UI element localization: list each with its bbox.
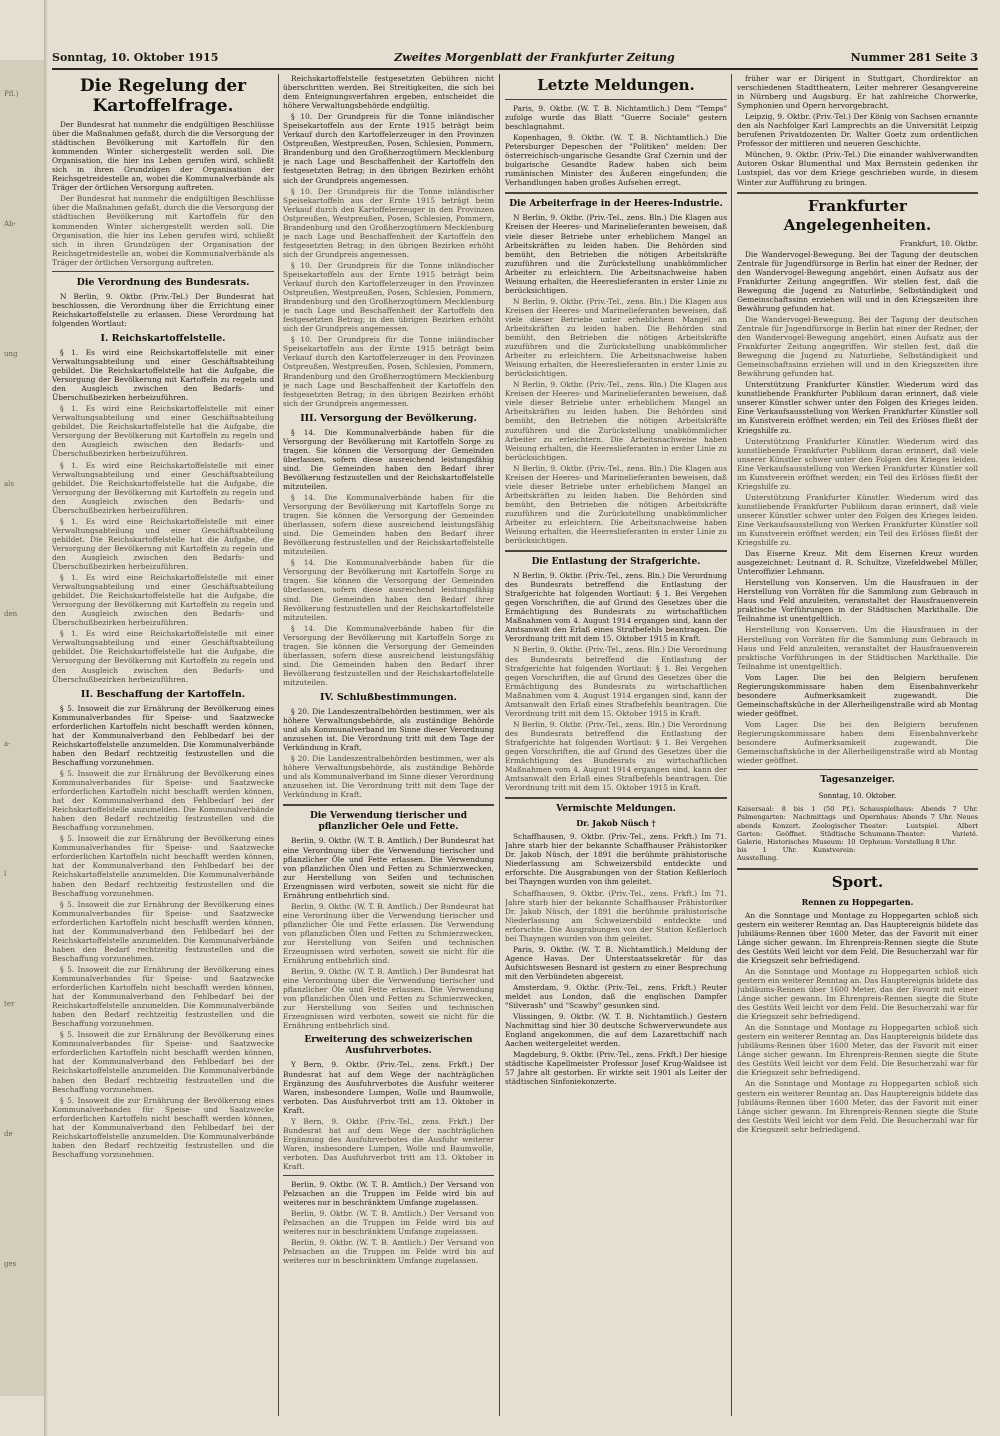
article-text: An die Sonntage und Montage zu Hoppegarten schloß sich gestern ein weiterer Renntag an. Das Hauptereignis bildete das Jubiläums-Rennen über 1600 Meter, das der Favorit mit einer Länge sicher gewann. Im Ehrenpreis-Rennen siegte die Stute des Gestüts Weil leicht vor dem Feld. Die Besucherzahl war für die Kriegszeit sehr befriedigend.	[737, 910, 978, 965]
article-text: § 5. Insoweit die zur Ernährung der Bevölkerung eines Kommunalverbandes für Speise- und Saatzwecke erforderlichen Kartoffeln nicht beschafft werden können, hat der Kommunalverband den Fehlbedarf bei der Reichskartoffelstelle anzumelden. Die Kommunalverbände haben den Bedarf rechtzeitig festzustellen und die Beschaffung vorzunehmen.	[52, 834, 274, 898]
section-subheading: Sonntag, 10. Oktober.	[818, 792, 897, 801]
article-title: Die Regelung der Kartoffelfrage.	[79, 76, 247, 116]
article-text: § 10. Der Grundpreis für die Tonne inländischer Speisekartoffeln aus der Ernte 1915 beträgt beim Verkauf durch den Kartoffelerzeuger in den Provinzen Ostpreußen, Westpreußen, Posen, Schlesien, Pommern, Brandenburg und den Großherzogtümern Mecklenburg je nach Lage und Beschaffenheit der Kartoffeln den festgesetzten Betrag; in den übrigen Bezirken erhöht sich der Grundpreis angemessen.	[283, 112, 494, 185]
divider	[283, 1175, 494, 1176]
section-heading: Tagesanzeiger.	[820, 775, 895, 786]
divider	[505, 192, 727, 194]
news-item: Schaffhausen, 9. Oktbr. (Priv.-Tel., zens. Frkft.) Im 71. Jahre starb hier der bekannte Schaffhauser Prähistoriker Dr. Jakob Nüsch, der 1891 die berühmte prähistorische Niederlassung am Schweizersbild entdeckte und erforschte. Die Ausgrabungen von der Station Keßlerloch bei Thayngen wurden von ihm geleitet.	[505, 888, 727, 943]
listings-left: Kaisersaal: 8 bis 1 (50 Pf.). Palmengarten: Nachmittags und abends Konzert. Zoologischer Garten: Geöffnet. Städtische Galerie, Historisches Museum: 10 bis 1 Uhr. Kunstverein: Ausstellung.	[737, 805, 856, 863]
article-title: Frankfurter Angelegenheiten.	[783, 196, 932, 234]
section-heading: Dr. Jakob Nüsch †	[576, 818, 656, 829]
article-text: § 14. Die Kommunalverbände haben für die Versorgung der Bevölkerung mit Kartoffeln Sorge zu tragen. Sie können die Versorgung der Gemeinden überlassen, sofern diese ausreichend leistungsfähig sind. Die Gemeinden haben den Bedarf ihrer Bevölkerung festzustellen und der Reichskartoffelstelle mitzuteilen.	[283, 623, 494, 687]
article-text: N Berlin, 9. Oktbr. (Priv.-Tel., zens. Bln.) Die Klagen aus Kreisen der Heeres- und Marinelieferanten beweisen, daß viele dieser Betriebe unter erheblichem Mangel an Arbeitskräften zu leiden haben. Die Behörden sind bemüht, den Betrieben die nötigen Arbeitskräfte zuzuführen und die Zurückstellung unabkömmlicher Arbeiter zu erleichtern. Die Arbeitsnachweise haben Weisung erhalten, die Heereslieferanten in erster Linie zu berücksichtigen.	[505, 463, 727, 546]
article-text: § 5. Insoweit die zur Ernährung der Bevölkerung eines Kommunalverbandes für Speise- und Saatzwecke erforderlichen Kartoffeln nicht beschafft werden können, hat der Kommunalverband den Fehlbedarf bei der Reichskartoffelstelle anzumelden. Die Kommunalverbände haben den Bedarf rechtzeitig festzustellen und die Beschaffung vorzunehmen.	[52, 899, 274, 963]
article-text: § 10. Der Grundpreis für die Tonne inländischer Speisekartoffeln aus der Ernte 1915 beträgt beim Verkauf durch den Kartoffelerzeuger in den Provinzen Ostpreußen, Westpreußen, Posen, Schlesien, Pommern, Brandenburg und den Großherzogtümern Mecklenburg je nach Lage und Beschaffenheit der Kartoffeln den festgesetzten Betrag; in den übrigen Bezirken erhöht sich der Grundpreis angemessen.	[283, 260, 494, 334]
article-title: Die Verwendung tierischer und pflanzlicher Oele und Fette.	[309, 811, 468, 833]
article-text: § 1. Es wird eine Reichskartoffelstelle mit einer Verwaltungsabteilung und einer Geschäftsabteilung gebildet. Die Reichskartoffelstelle hat die Aufgabe, die Versorgung der Bevölkerung mit Kartoffeln zu regeln und den Ausgleich zwischen den Bedarfs- und Überschußbezirken herbeizuführen.	[52, 573, 274, 628]
article-text: § 1. Es wird eine Reichskartoffelstelle mit einer Verwaltungsabteilung und einer Geschäftsabteilung gebildet. Die Reichskartoffelstelle hat die Aufgabe, die Versorgung der Bevölkerung mit Kartoffeln zu regeln und den Ausgleich zwischen den Bedarfs- und Überschußbezirken herbeizuführen.	[52, 516, 274, 572]
article-text: § 1. Es wird eine Reichskartoffelstelle mit einer Verwaltungsabteilung und einer Geschäftsabteilung gebildet. Die Reichskartoffelstelle hat die Aufgabe, die Versorgung der Bevölkerung mit Kartoffeln zu regeln und den Ausgleich zwischen den Bedarfs- und Überschußbezirken herbeizuführen.	[52, 347, 274, 403]
article-text: Die Wandervogel-Bewegung. Bei der Tagung der deutschen Zentrale für Jugendfürsorge in Berlin hat einer der Redner, der den Wandervogel-Bewegung angehört, einen Aufsatz aus der Frankfurter Zeitung angegriffen. Wir stellen fest, daß die Bewegung die Jugend zu Naturliebe, Selbständigkeit und Gemeinschaftssinn erziehen will und in den Kriegszeiten ihre Bewährung gefunden hat.	[737, 314, 978, 379]
listings-right: Schauspielhaus: Abends 7 Uhr. Opernhaus: Abends 7 Uhr. Neues Theater: Lustspiel. Albert Schumann-Theater: Varieté. Orpheum: Vorstellung 8 Uhr.	[859, 805, 978, 846]
divider	[737, 192, 978, 194]
divider	[737, 868, 978, 870]
article-text: Y Bern, 9. Oktbr. (Priv.-Tel., zens. Frkft.) Der Bundesrat hat auf dem Wege der nachträglichen Ergänzung des Ausfuhrverbotes die Ausfuhr weiterer Waren, insbesondere Lumpen, Wolle und Baumwolle, verboten. Das Ausfuhrverbot tritt am 13. Oktober in Kraft.	[283, 1116, 494, 1171]
article-title: Die Entlastung der Strafgerichte.	[531, 557, 701, 568]
article-text: Berlin, 9. Oktbr. (W. T. B. Amtlich.) Der Versand von Pelzsachen an die Truppen im Felde wird bis auf weiteres nur in beschränktem Umfange zugelassen.	[283, 1238, 494, 1266]
column-1	[52, 74, 274, 1416]
article-text: § 14. Die Kommunalverbände haben für die Versorgung der Bevölkerung mit Kartoffeln Sorge zu tragen. Sie können die Versorgung der Gemeinden überlassen, sofern diese ausreichend leistungsfähig sind. Die Gemeinden haben den Bedarf ihrer Bevölkerung festzustellen und der Reichskartoffelstelle mitzuteilen.	[283, 493, 494, 557]
article-text: Herstellung von Konserven. Um die Hausfrauen in der Herstellung von Vorräten für die Sammlung zum Gebrauch in Haus und Feld anzuleiten, veranstaltet der Hausfrauenverein praktische Vorführungen in der Städtischen Markthalle. Die Teilnahme ist unentgeltlich.	[737, 578, 978, 624]
edge-fragment: Pfl.)	[4, 90, 19, 98]
section-heading: III. Versorgung der Bevölkerung.	[300, 412, 477, 424]
column-rule	[278, 74, 279, 1416]
news-item: Paris, 9. Oktbr. (W. T. B. Nichtamtlich.) Meldung der Agence Havas. Der Unterstaatssekretär für das Aufsichtswesen Besnard ist gestern zu einer Besprechung mit den Verbündeten abgereist.	[505, 944, 727, 981]
article-text: Herstellung von Konserven. Um die Hausfrauen in der Herstellung von Vorräten für die Sammlung zum Gebrauch in Haus und Feld anzuleiten, veranstaltet der Hausfrauenverein praktische Vorführungen in der Städtischen Markthalle. Die Teilnahme ist unentgeltlich.	[737, 625, 978, 671]
article-text: § 20. Die Landeszentralbehörden bestimmen, wer als höhere Verwaltungsbehörde, als zuständige Behörde und als Kommunalverband im Sinne dieser Verordnung anzusehen ist. Die Verordnung tritt mit dem Tage der Verkündung in Kraft.	[283, 754, 494, 800]
section-heading: Die Verordnung des Bundesrats.	[76, 276, 250, 288]
edge-fragment: ter	[4, 1000, 15, 1008]
page-fold	[44, 0, 48, 1436]
column-4	[737, 74, 978, 1416]
article-text: § 1. Es wird eine Reichskartoffelstelle mit einer Verwaltungsabteilung und einer Geschäftsabteilung gebildet. Die Reichskartoffelstelle hat die Aufgabe, die Versorgung der Bevölkerung mit Kartoffeln zu regeln und den Ausgleich zwischen den Bedarfs- und Überschußbezirken herbeizuführen.	[52, 629, 274, 684]
article-text: Die Wandervogel-Bewegung. Bei der Tagung der deutschen Zentrale für Jugendfürsorge in Berlin hat einer der Redner, der den Wandervogel-Bewegung angehört, einen Aufsatz aus der Frankfurter Zeitung angegriffen. Wir stellen fest, daß die Bewegung die Jugend zu Naturliebe, Selbständigkeit und Gemeinschaftssinn erziehen will und in den Kriegszeiten ihre Bewährung gefunden hat.	[737, 249, 978, 313]
article-title: Sport.	[831, 872, 884, 891]
issue-number: Nummer 281 Seite 3	[850, 50, 978, 64]
edge-fragment: als	[4, 480, 15, 488]
article-title: Letzte Meldungen.	[537, 76, 695, 94]
article-text: § 5. Insoweit die zur Ernährung der Bevölkerung eines Kommunalverbandes für Speise- und Saatzwecke erforderlichen Kartoffeln nicht beschafft werden können, hat der Kommunalverband den Fehlbedarf bei der Reichskartoffelstelle anzumelden. Die Kommunalverbände haben den Bedarf rechtzeitig festzustellen und die Beschaffung vorzunehmen.	[52, 768, 274, 833]
news-item: Paris, 9. Oktbr. (W. T. B. Nichtamtlich.) Dem "Temps" zufolge wurde das Blatt "Guerre Sociale" gestern beschlagnahmt.	[505, 104, 727, 132]
article-text: Das Eiserne Kreuz. Mit dem Eisernen Kreuz wurden ausgezeichnet: Leutnant d. R. Schultze, Vizefeldwebel Müller, Unteroffizier Lehmann.	[737, 549, 978, 577]
edge-fragment: ges	[4, 1260, 17, 1268]
article-text: § 20. Die Landeszentralbehörden bestimmen, wer als höhere Verwaltungsbehörde, als zuständige Behörde und als Kommunalverband im Sinne dieser Verordnung anzusehen ist. Die Verordnung tritt mit dem Tage der Verkündung in Kraft.	[283, 707, 494, 753]
divider	[505, 99, 727, 100]
article-text: § 10. Der Grundpreis für die Tonne inländischer Speisekartoffeln aus der Ernte 1915 beträgt beim Verkauf durch den Kartoffelerzeuger in den Provinzen Ostpreußen, Westpreußen, Posen, Schlesien, Pommern, Brandenburg und den Großherzogtümern Mecklenburg je nach Lage und Beschaffenheit der Kartoffeln den festgesetzten Betrag; in den übrigen Bezirken erhöht sich der Grundpreis angemessen.	[283, 186, 494, 259]
article-text: § 14. Die Kommunalverbände haben für die Versorgung der Bevölkerung mit Kartoffeln Sorge zu tragen. Sie können die Versorgung der Gemeinden überlassen, sofern diese ausreichend leistungsfähig sind. Die Gemeinden haben den Bedarf ihrer Bevölkerung festzustellen und der Reichskartoffelstelle mitzuteilen.	[283, 558, 494, 622]
masthead	[52, 46, 978, 70]
article-title: Erweiterung des schweizerischen Ausfuhrverbotes.	[304, 1035, 473, 1057]
news-item: Amsterdam, 9. Oktbr. (Priv.-Tel., zens. Frkft.) Reuter meldet aus London, daß die englischen Dampfer "Silverash" und "Scawby" gesunken sind.	[505, 982, 727, 1011]
article-text: Reichskartoffelstelle festgesetzten Gebühren nicht überschritten werden. Bei Streitigkeiten, die sich bei dem Enteignungsverfahren ergeben, entscheidet die höhere Verwaltungsbehörde endgültig.	[283, 74, 494, 111]
section-heading: I. Reichskartoffelstelle.	[100, 332, 226, 344]
article-text: § 14. Die Kommunalverbände haben für die Versorgung der Bevölkerung mit Kartoffeln Sorge zu tragen. Sie können die Versorgung der Gemeinden überlassen, sofern diese ausreichend leistungsfähig sind. Die Gemeinden haben den Bedarf ihrer Bevölkerung festzustellen und der Reichskartoffelstelle mitzuteilen.	[283, 427, 494, 491]
divider	[505, 550, 727, 552]
article-text: Vom Lager. Die bei den Belgiern berufenen Regierungskommissare haben dem Eisenbahnverkehr besondere Aufmerksamkeit zugewandt. Die Gemeinschaftsküche in der Allerheiligenstraße wird ab Montag wieder geöffnet.	[737, 719, 978, 766]
article-text: Berlin, 9. Oktbr. (W. T. B. Amtlich.) Der Bundesrat hat eine Verordnung über die Verwendung tierischer und pflanzlicher Öle und Fette erlassen. Die Verwendung von pflanzlichen Ölen und Fetten zu Schmierzwecken, zur Herstellung von Seifen und technischen Erzeugnissen wird verboten, soweit sie nicht für die Ernährung entbehrlich sind.	[283, 967, 494, 1031]
article-text: N Berlin, 9. Oktbr. (Priv.-Tel., zens. Bln.) Die Klagen aus Kreisen der Heeres- und Marinelieferanten beweisen, daß viele dieser Betriebe unter erheblichem Mangel an Arbeitskräften zu leiden haben. Die Behörden sind bemüht, den Betrieben die nötigen Arbeitskräfte zuzuführen und die Zurückstellung unabkömmlicher Arbeiter zu erleichtern. Die Arbeitsnachweise haben Weisung erhalten, die Heereslieferanten in erster Linie zu berücksichtigen.	[505, 296, 727, 379]
article-text: N Berlin, 9. Oktbr. (Priv.-Tel., zens. Bln.) Die Klagen aus Kreisen der Heeres- und Marinelieferanten beweisen, daß viele dieser Betriebe unter erheblichem Mangel an Arbeitskräften zu leiden haben. Die Behörden sind bemüht, den Betrieben die nötigen Arbeitskräfte zuzuführen und die Zurückstellung unabkömmlicher Arbeiter zu erleichtern. Die Arbeitsnachweise haben Weisung erhalten, die Heereslieferanten in erster Linie zu berücksichtigen.	[505, 213, 727, 295]
news-item: Schaffhausen, 9. Oktbr. (Priv.-Tel., zens. Frkft.) Im 71. Jahre starb hier der bekannte Schaffhauser Prähistoriker Dr. Jakob Nüsch, der 1891 die berühmte prähistorische Niederlassung am Schweizersbild entdeckte und erforschte. Die Ausgrabungen von der Station Keßlerloch bei Thayngen wurden von ihm geleitet.	[505, 832, 727, 887]
article-text: § 5. Insoweit die zur Ernährung der Bevölkerung eines Kommunalverbandes für Speise- und Saatzwecke erforderlichen Kartoffeln nicht beschafft werden können, hat der Kommunalverband den Fehlbedarf bei der Reichskartoffelstelle anzumelden. Die Kommunalverbände haben den Bedarf rechtzeitig festzustellen und die Beschaffung vorzunehmen.	[52, 1095, 274, 1159]
edge-fragment: de	[4, 1130, 13, 1138]
article-text: Y Bern, 9. Oktbr. (Priv.-Tel., zens. Frkft.) Der Bundesrat hat auf dem Wege der nachträglichen Ergänzung des Ausfuhrverbotes die Ausfuhr weiterer Waren, insbesondere Lumpen, Wolle und Baumwolle, verboten. Das Ausfuhrverbot tritt am 13. Oktober in Kraft.	[283, 1060, 494, 1115]
article-text: Vom Lager. Die bei den Belgiern berufenen Regierungskommissare haben dem Eisenbahnverkehr besondere Aufmerksamkeit zugewandt. Die Gemeinschaftsküche in der Allerheiligenstraße wird ab Montag wieder geöffnet.	[737, 672, 978, 718]
news-item: Magdeburg, 9. Oktbr. (Priv.-Tel., zens. Frkft.) Der hiesige städtische Kapellmeister Professor Josef Krug-Waldsee ist 57 Jahre alt gestorben. Er wirkte seit 1901 als Leiter der städtischen Sinfoniekonzerte.	[505, 1050, 727, 1087]
article-text: Unterstützung Frankfurter Künstler. Wiederum wird das kunstliebende Frankfurter Publikum daran erinnert, daß viele unserer Künstler schwer unter den Folgen des Krieges leiden. Eine Verkaufsausstellung von Werken Frankfurter Künstler soll im Kunstverein eröffnet werden; ein Teil des Erlöses fließt der Kriegshilfe zu.	[737, 436, 978, 491]
article-text: Der Bundesrat hat nunmehr die endgültigen Beschlüsse über die Maßnahmen gefaßt, durch die die Versorgung der städtischen Bevölkerung mit Kartoffeln für den kommenden Winter sichergestellt werden soll. Die Organisation, die hier ins Leben gerufen wird, schließt sich in ihren Grundzügen der Organisation der Reichsgetreidestelle an, wobei die Kommunalverbände als Träger der örtlichen Versorgung auftreten.	[52, 194, 274, 267]
divider	[505, 797, 727, 799]
article-text: Unterstützung Frankfurter Künstler. Wiederum wird das kunstliebende Frankfurter Publikum daran erinnert, daß viele unserer Künstler schwer unter den Folgen des Krieges leiden. Eine Verkaufsausstellung von Werken Frankfurter Künstler soll im Kunstverein eröffnet werden; ein Teil des Erlöses fließt der Kriegshilfe zu.	[737, 380, 978, 435]
article-text: An die Sonntage und Montage zu Hoppegarten schloß sich gestern ein weiterer Renntag an. Das Hauptereignis bildete das Jubiläums-Rennen über 1600 Meter, das der Favorit mit einer Länge sicher gewann. Im Ehrenpreis-Rennen siegte die Stute des Gestüts Weil leicht vor dem Feld. Die Besucherzahl war für die Kriegszeit sehr befriedigend.	[737, 1023, 978, 1078]
article-text: Berlin, 9. Oktbr. (W. T. B. Amtlich.) Der Bundesrat hat eine Verordnung über die Verwendung tierischer und pflanzlicher Öle und Fette erlassen. Die Verwendung von pflanzlichen Ölen und Fetten zu Schmierzwecken, zur Herstellung von Seifen und technischen Erzeugnissen wird verboten, soweit sie nicht für die Ernährung entbehrlich sind.	[283, 836, 494, 900]
article-text: § 5. Insoweit die zur Ernährung der Bevölkerung eines Kommunalverbandes für Speise- und Saatzwecke erforderlichen Kartoffeln nicht beschafft werden können, hat der Kommunalverband den Fehlbedarf bei der Reichskartoffelstelle anzumelden. Die Kommunalverbände haben den Bedarf rechtzeitig festzustellen und die Beschaffung vorzunehmen.	[52, 1030, 274, 1094]
edge-fragment: den	[4, 610, 18, 618]
article-text: § 1. Es wird eine Reichskartoffelstelle mit einer Verwaltungsabteilung und einer Geschäftsabteilung gebildet. Die Reichskartoffelstelle hat die Aufgabe, die Versorgung der Bevölkerung mit Kartoffeln zu regeln und den Ausgleich zwischen den Bedarfs- und Überschußbezirken herbeizuführen.	[52, 404, 274, 459]
edge-fragment: Ab-	[4, 220, 16, 228]
article-title: Die Arbeiterfrage in der Heeres-Industrie.	[509, 199, 723, 210]
adjacent-page-edge	[0, 60, 47, 1396]
article-text: N Berlin, 9. Oktbr. (Priv.-Tel.) Der Bundesrat hat beschlossen, die Verordnung über die Errichtung einer Reichskartoffelstelle zu erlassen. Diese Verordnung hat folgenden Wortlaut:	[52, 291, 274, 328]
news-item: München, 9. Oktbr. (Priv.-Tel.) Die einander wahlverwandten Autoren Oskar Blumenthal und Max Bernstein gedenken ihr Lustspiel, das vor dem Kriege geschrieben wurde, in diesem Winter zur Aufführung zu bringen.	[737, 150, 978, 187]
issue-date: Sonntag, 10. Oktober 1915	[52, 50, 219, 64]
article-text: Unterstützung Frankfurter Künstler. Wiederum wird das kunstliebende Frankfurter Publikum daran erinnert, daß viele unserer Künstler schwer unter den Folgen des Krieges leiden. Eine Verkaufsausstellung von Werken Frankfurter Künstler soll im Kunstverein eröffnet werden; ein Teil des Erlöses fließt der Kriegshilfe zu.	[737, 492, 978, 548]
newspaper-title: Zweites Morgenblatt der Frankfurter Zeitung	[394, 50, 675, 64]
divider	[283, 804, 494, 806]
article-text: § 5. Insoweit die zur Ernährung der Bevölkerung eines Kommunalverbandes für Speise- und Saatzwecke erforderlichen Kartoffeln nicht beschafft werden können, hat der Kommunalverband den Fehlbedarf bei der Reichskartoffelstelle anzumelden. Die Kommunalverbände haben den Bedarf rechtzeitig festzustellen und die Beschaffung vorzunehmen.	[52, 703, 274, 767]
section-heading: IV. Schlußbestimmungen.	[320, 692, 457, 703]
column-3	[505, 74, 727, 1416]
section-heading: II. Beschaffung der Kartoffeln.	[80, 688, 246, 700]
divider	[737, 769, 978, 770]
column-rule	[731, 74, 732, 1416]
article-text: N Berlin, 9. Oktbr. (Priv.-Tel., zens. Bln.) Die Verordnung des Bundesrats betreffend die Entlastung der Strafgerichte hat folgenden Wortlaut: § 1. Bei Vergehen gegen Vorschriften, die auf Grund des Gesetzes über die Ermächtigung des Bundesrats zu wirtschaftlichen Maßnahmen vom 4. August 1914 ergangen sind, kann der Amtsanwalt den Erlaß eines Strafbefehls beantragen. Die Verordnung tritt mit dem 15. Oktober 1915 in Kraft.	[505, 571, 727, 644]
news-item: Leipzig, 9. Oktbr. (Priv.-Tel.) Der König von Sachsen ernannte den als Nachfolger Karl Lamprechts an die Universität Leipzig berufenen Privatdozenten Dr. Walter Goetz zum ordentlichen Professor der mittleren und neueren Geschichte.	[737, 112, 978, 149]
edge-fragment: ung	[4, 350, 18, 358]
article-text: N Berlin, 9. Oktbr. (Priv.-Tel., zens. Bln.) Die Verordnung des Bundesrats betreffend die Entlastung der Strafgerichte hat folgenden Wortlaut: § 1. Bei Vergehen gegen Vorschriften, die auf Grund des Gesetzes über die Ermächtigung des Bundesrats zu wirtschaftlichen Maßnahmen vom 4. August 1914 ergangen sind, kann der Amtsanwalt den Erlaß eines Strafbefehls beantragen. Die Verordnung tritt mit dem 15. Oktober 1915 in Kraft.	[505, 645, 727, 718]
article-title: Vermischte Meldungen.	[556, 804, 676, 815]
column-rule	[499, 74, 500, 1416]
article-text: An die Sonntage und Montage zu Hoppegarten schloß sich gestern ein weiterer Renntag an. Das Hauptereignis bildete das Jubiläums-Rennen über 1600 Meter, das der Favorit mit einer Länge sicher gewann. Im Ehrenpreis-Rennen siegte die Stute des Gestüts Weil leicht vor dem Feld. Die Besucherzahl war für die Kriegszeit sehr befriedigend.	[737, 1079, 978, 1134]
dateline: Frankfurt, 10. Oktbr.	[899, 238, 978, 248]
section-heading: Rennen zu Hoppegarten.	[801, 896, 914, 907]
article-text: Der Bundesrat hat nunmehr die endgültigen Beschlüsse über die Maßnahmen gefaßt, durch die die Versorgung der städtischen Bevölkerung mit Kartoffeln für den kommenden Winter sichergestellt werden soll. Die Organisation, die hier ins Leben gerufen wird, schließt sich in ihren Grundzügen der Organisation der Reichsgetreidestelle an, wobei die Kommunalverbände als Träger der örtlichen Versorgung auftreten.	[52, 120, 274, 193]
article-text: N Berlin, 9. Oktbr. (Priv.-Tel., zens. Bln.) Die Klagen aus Kreisen der Heeres- und Marinelieferanten beweisen, daß viele dieser Betriebe unter erheblichem Mangel an Arbeitskräften zu leiden haben. Die Behörden sind bemüht, den Betrieben die nötigen Arbeitskräfte zuzuführen und die Zurückstellung unabkömmlicher Arbeiter zu erleichtern. Die Arbeitsnachweise haben Weisung erhalten, die Heereslieferanten in erster Linie zu berücksichtigen.	[505, 380, 727, 462]
divider	[52, 271, 274, 272]
article-text: § 5. Insoweit die zur Ernährung der Bevölkerung eines Kommunalverbandes für Speise- und Saatzwecke erforderlichen Kartoffeln nicht beschafft werden können, hat der Kommunalverband den Fehlbedarf bei der Reichskartoffelstelle anzumelden. Die Kommunalverbände haben den Bedarf rechtzeitig festzustellen und die Beschaffung vorzunehmen.	[52, 964, 274, 1029]
article-text: Berlin, 9. Oktbr. (W. T. B. Amtlich.) Der Versand von Pelzsachen an die Truppen im Felde wird bis auf weiteres nur in beschränktem Umfange zugelassen.	[283, 1209, 494, 1237]
article-text: Berlin, 9. Oktbr. (W. T. B. Amtlich.) Der Bundesrat hat eine Verordnung über die Verwendung tierischer und pflanzlicher Öle und Fette erlassen. Die Verwendung von pflanzlichen Ölen und Fetten zu Schmierzwecken, zur Herstellung von Seifen und technischen Erzeugnissen wird verboten, soweit sie nicht für die Ernährung entbehrlich sind.	[283, 901, 494, 966]
news-item: Kopenhagen, 9. Oktbr. (W. T. B. Nichtamtlich.) Die Petersburger Depeschen der "Politiken" melden: Der österreichisch-ungarische Gesandte Graf Czernin und der bulgarische Gesandte Radew haben sich beim rumänischen Minister des Äußeren eingefunden; die Verhandlungen haben großes Aufsehen erregt.	[505, 133, 727, 188]
news-item: Vlissingen, 9. Oktbr. (W. T. B. Nichtamtlich.) Gestern Nachmittag sind hier 30 deutsche Schwerverwundete aus England angekommen, die auf dem Lazarettschiff nach Aachen weitergeleitet werden.	[505, 1012, 727, 1049]
article-text: früher war er Dirigent in Stuttgart, Chordirektor an verschiedenen Stadttheatern, Leiter mehrerer Gesangvereine in Nürnberg und Augsburg. Er hat zahlreiche Chorwerke, Symphonien und Opern hervorgebracht.	[737, 74, 978, 111]
day-listings	[737, 805, 978, 862]
article-text: § 1. Es wird eine Reichskartoffelstelle mit einer Verwaltungsabteilung und einer Geschäftsabteilung gebildet. Die Reichskartoffelstelle hat die Aufgabe, die Versorgung der Bevölkerung mit Kartoffeln zu regeln und den Ausgleich zwischen den Bedarfs- und Überschußbezirken herbeizuführen.	[52, 460, 274, 515]
article-text: N Berlin, 9. Oktbr. (Priv.-Tel., zens. Bln.) Die Verordnung des Bundesrats betreffend die Entlastung der Strafgerichte hat folgenden Wortlaut: § 1. Bei Vergehen gegen Vorschriften, die auf Grund des Gesetzes über die Ermächtigung des Bundesrats zu wirtschaftlichen Maßnahmen vom 4. August 1914 ergangen sind, kann der Amtsanwalt den Erlaß eines Strafbefehls beantragen. Die Verordnung tritt mit dem 15. Oktober 1915 in Kraft.	[505, 719, 727, 793]
edge-fragment: l	[4, 870, 7, 878]
article-text: § 10. Der Grundpreis für die Tonne inländischer Speisekartoffeln aus der Ernte 1915 beträgt beim Verkauf durch den Kartoffelerzeuger in den Provinzen Ostpreußen, Westpreußen, Posen, Schlesien, Pommern, Brandenburg und den Großherzogtümern Mecklenburg je nach Lage und Beschaffenheit der Kartoffeln den festgesetzten Betrag; in den übrigen Bezirken erhöht sich der Grundpreis angemessen.	[283, 335, 494, 408]
column-2	[283, 74, 494, 1416]
article-text: An die Sonntage und Montage zu Hoppegarten schloß sich gestern ein weiterer Renntag an. Das Hauptereignis bildete das Jubiläums-Rennen über 1600 Meter, das der Favorit mit einer Länge sicher gewann. Im Ehrenpreis-Rennen siegte die Stute des Gestüts Weil leicht vor dem Feld. Die Besucherzahl war für die Kriegszeit sehr befriedigend.	[737, 966, 978, 1022]
edge-fragment: a-	[4, 740, 11, 748]
article-text: Berlin, 9. Oktbr. (W. T. B. Amtlich.) Der Versand von Pelzsachen an die Truppen im Felde wird bis auf weiteres nur in beschränktem Umfange zugelassen.	[283, 1180, 494, 1208]
